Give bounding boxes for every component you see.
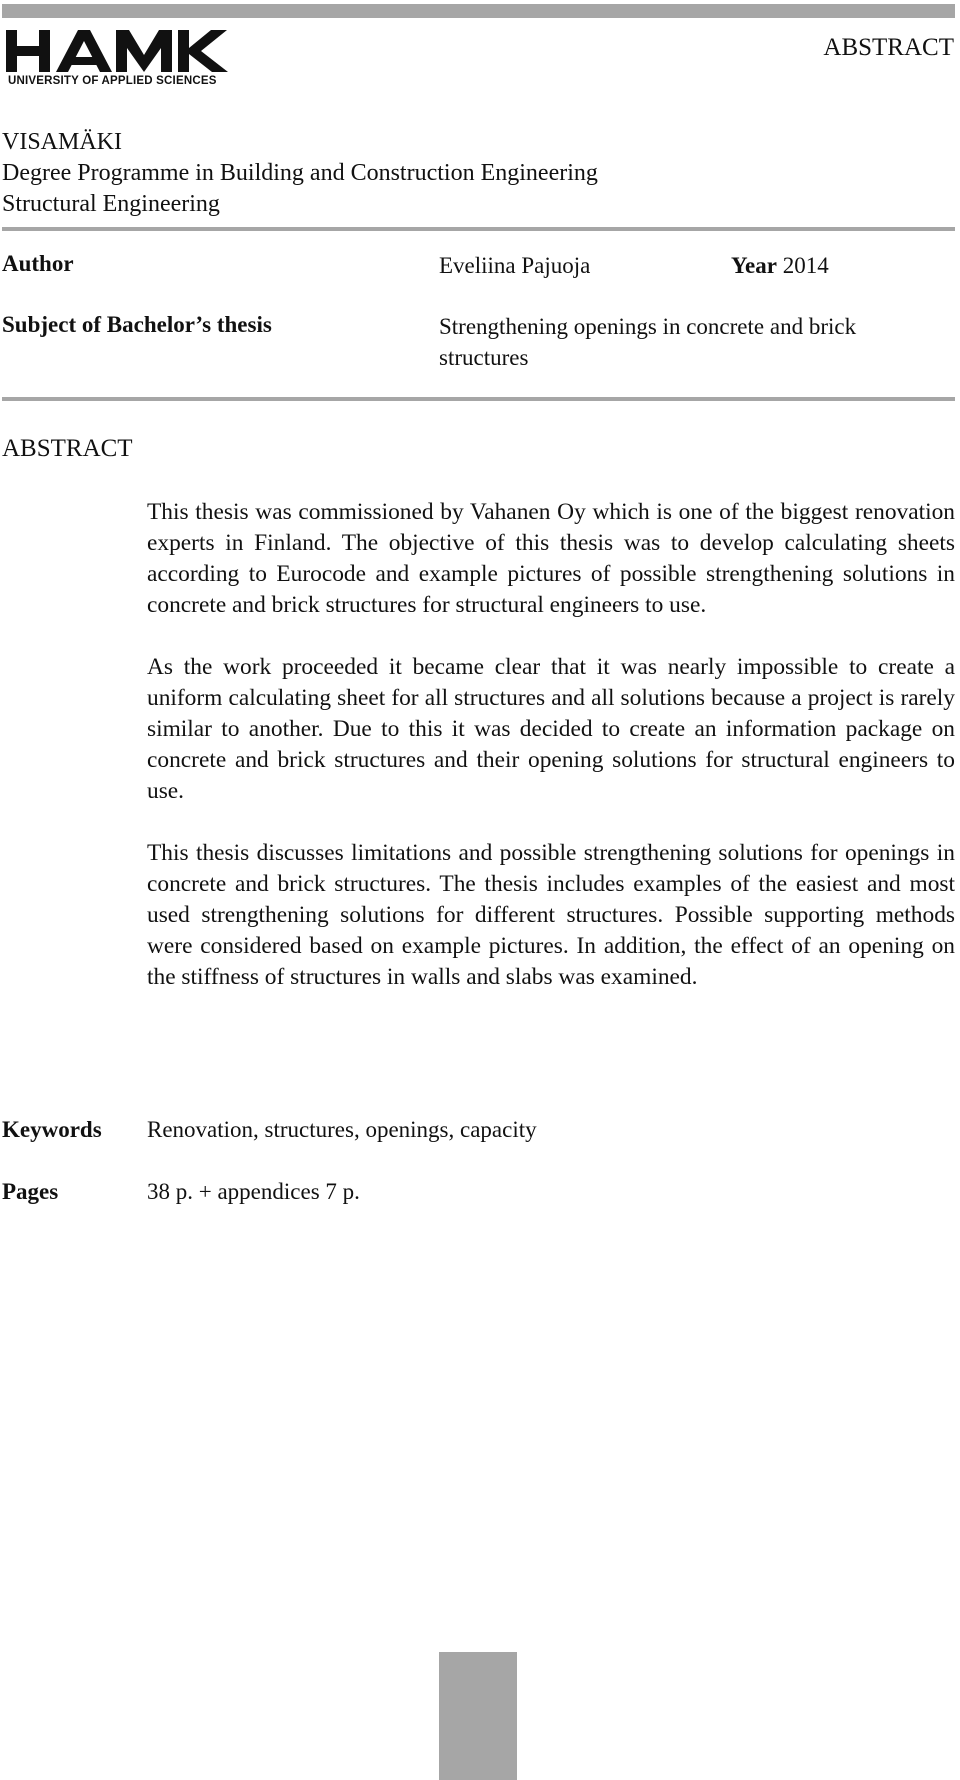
keywords-label: Keywords [2,1117,102,1142]
logo-subtitle: UNIVERSITY OF APPLIED SCIENCES [8,75,217,87]
author-label: Author [2,251,74,276]
pages-value: 38 p. + appendices 7 p. [147,1179,360,1204]
abstract-paragraph: As the work proceeded it became clear that it was nearly impossible to create a uniform calculating sheet for all structures and all solutions because a project is rarely similar to another. Due to this it was decided to create an information package on concrete and brick structures and their opening solutions for structural engineers to use. [147,654,955,804]
hamk-logo-mark [6,30,242,72]
pages-label: Pages [2,1179,59,1204]
keywords-value: Renovation, structures, openings, capacity [147,1117,537,1142]
subject-line-1: Strengthening openings in concrete and brick [439,314,857,339]
subject-line-2: structures [439,345,529,370]
document-type-label: ABSTRACT [823,34,954,61]
top-rule [2,4,955,18]
subject-label: Subject of Bachelor’s thesis [2,312,272,337]
abstract-body [147,497,955,1024]
page-tab-marker [439,1652,517,1780]
abstract-paragraph: This thesis was commissioned by Vahanen Oy which is one of the biggest renovation experts in Finland. The objective of this thesis was to develop calculating sheets according to Eurocode and example pictures of possible strengthening solutions in concrete and brick structures for structural engineers to use. [147,499,955,618]
abstract-paragraph: This thesis discusses limitations and possible strengthening solutions for openings in concrete and brick structures. The thesis includes examples of the easiest and most used strengthening solutions for different structures. Possible supporting methods were considered based on example pictures. In addition, the effect of an opening on the stiffness of structures in walls and slabs was examined. [147,840,955,990]
specialisation: Structural Engineering [2,191,220,217]
year-label: Year [731,253,777,278]
year-value: 2014 [782,253,829,278]
year-field [731,250,829,281]
degree-programme: Degree Programme in Building and Construction Engineering [2,160,598,186]
organization-block [2,127,598,220]
abstract-heading: ABSTRACT [2,435,133,462]
hamk-logo [6,30,246,88]
subject-value [439,311,856,373]
divider-top [2,227,955,231]
divider-middle [2,397,955,401]
author-value: Eveliina Pajuoja [439,253,591,278]
unit-name: VISAMÄKI [2,129,122,155]
